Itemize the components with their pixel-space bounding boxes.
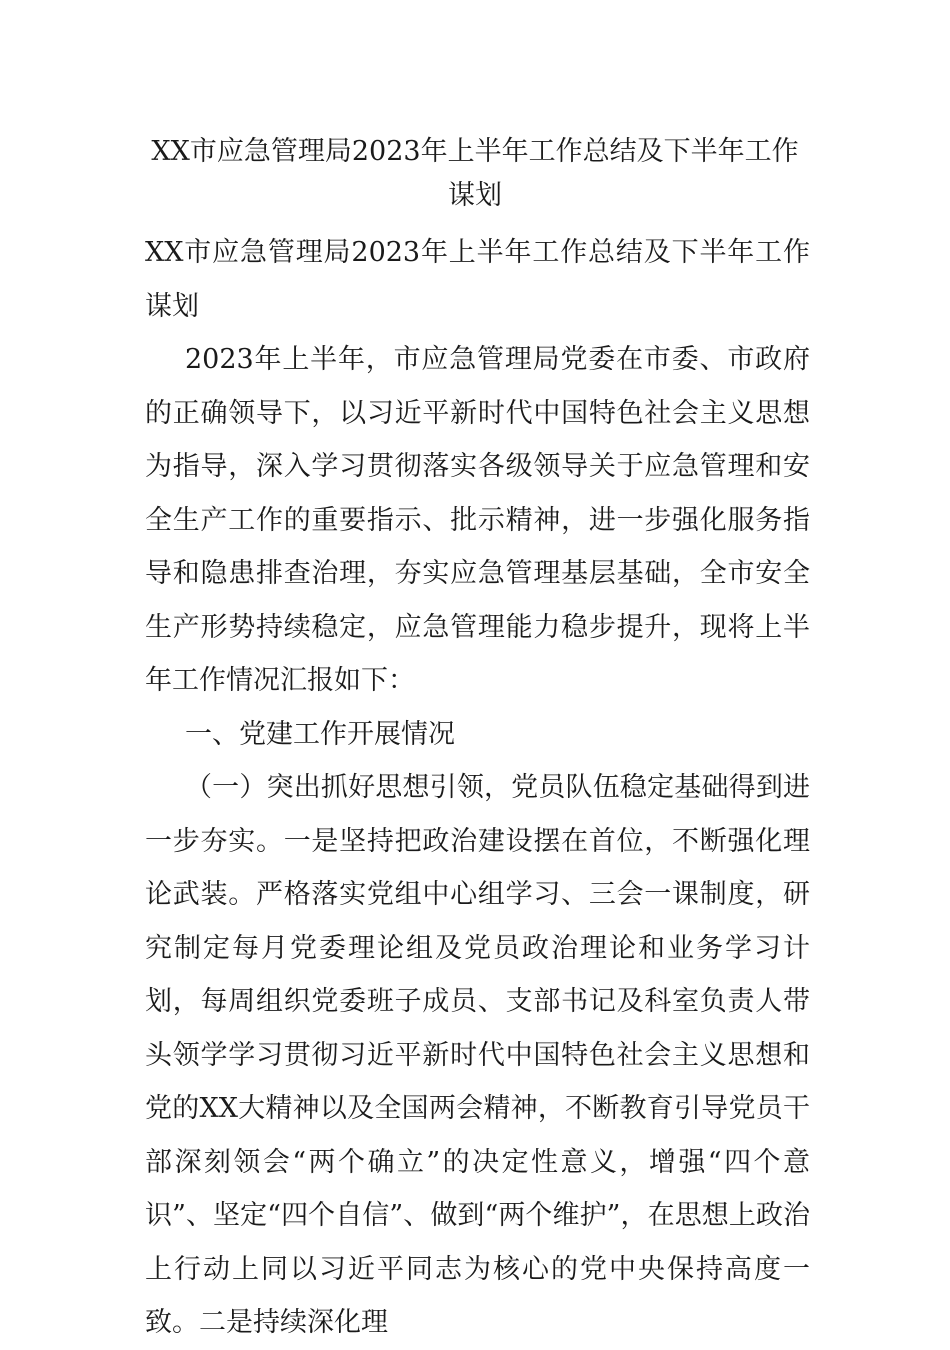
section-heading: 一、党建工作开展情况 [185,718,455,750]
paragraph-intro: 2023年上半年，市应急管理局党委在市委、市政府的正确领导下，以习近平新时代中国特色社会主义思想为指导，深入学习贯彻落实各级领导关于应急管理和安全生产工作的重要指示、批示精神，进一步强化服务指导和隐患排查治理，夯实应急管理基层基础，全市安全生产形势持续稳定，应急管理能力稳步提升，现将上半年工作情况汇报如下： [145,344,810,696]
document-body [145,226,810,1350]
document-subtitle: XX市应急管理局2023年上半年工作总结及下半年工作谋划 [145,237,810,322]
document-title: XX市应急管理局2023年上半年工作总结及下半年工作谋划 [151,136,799,211]
paragraph-party-building: （一）突出抓好思想引领，党员队伍稳定基础得到进一步夯实。一是坚持把政治建设摆在首位，不断强化理论武装。严格落实党组中心组学习、三会一课制度，研究制定每月党委理论组及党员政治理论和业务学习计划，每周组织党委班子成员、支部书记及科室负责人带头领学学习贯彻习近平新时代中国特色社会主义思想和党的XX大精神以及全国两会精神，不断教育引导党员干部深刻领会“两个确立”的决定性意义，增强“四个意识”、坚定“四个自信”、做到“两个维护”，在思想上政治上行动上同以习近平同志为核心的党中央保持高度一致。二是持续深化理 [145,772,810,1338]
